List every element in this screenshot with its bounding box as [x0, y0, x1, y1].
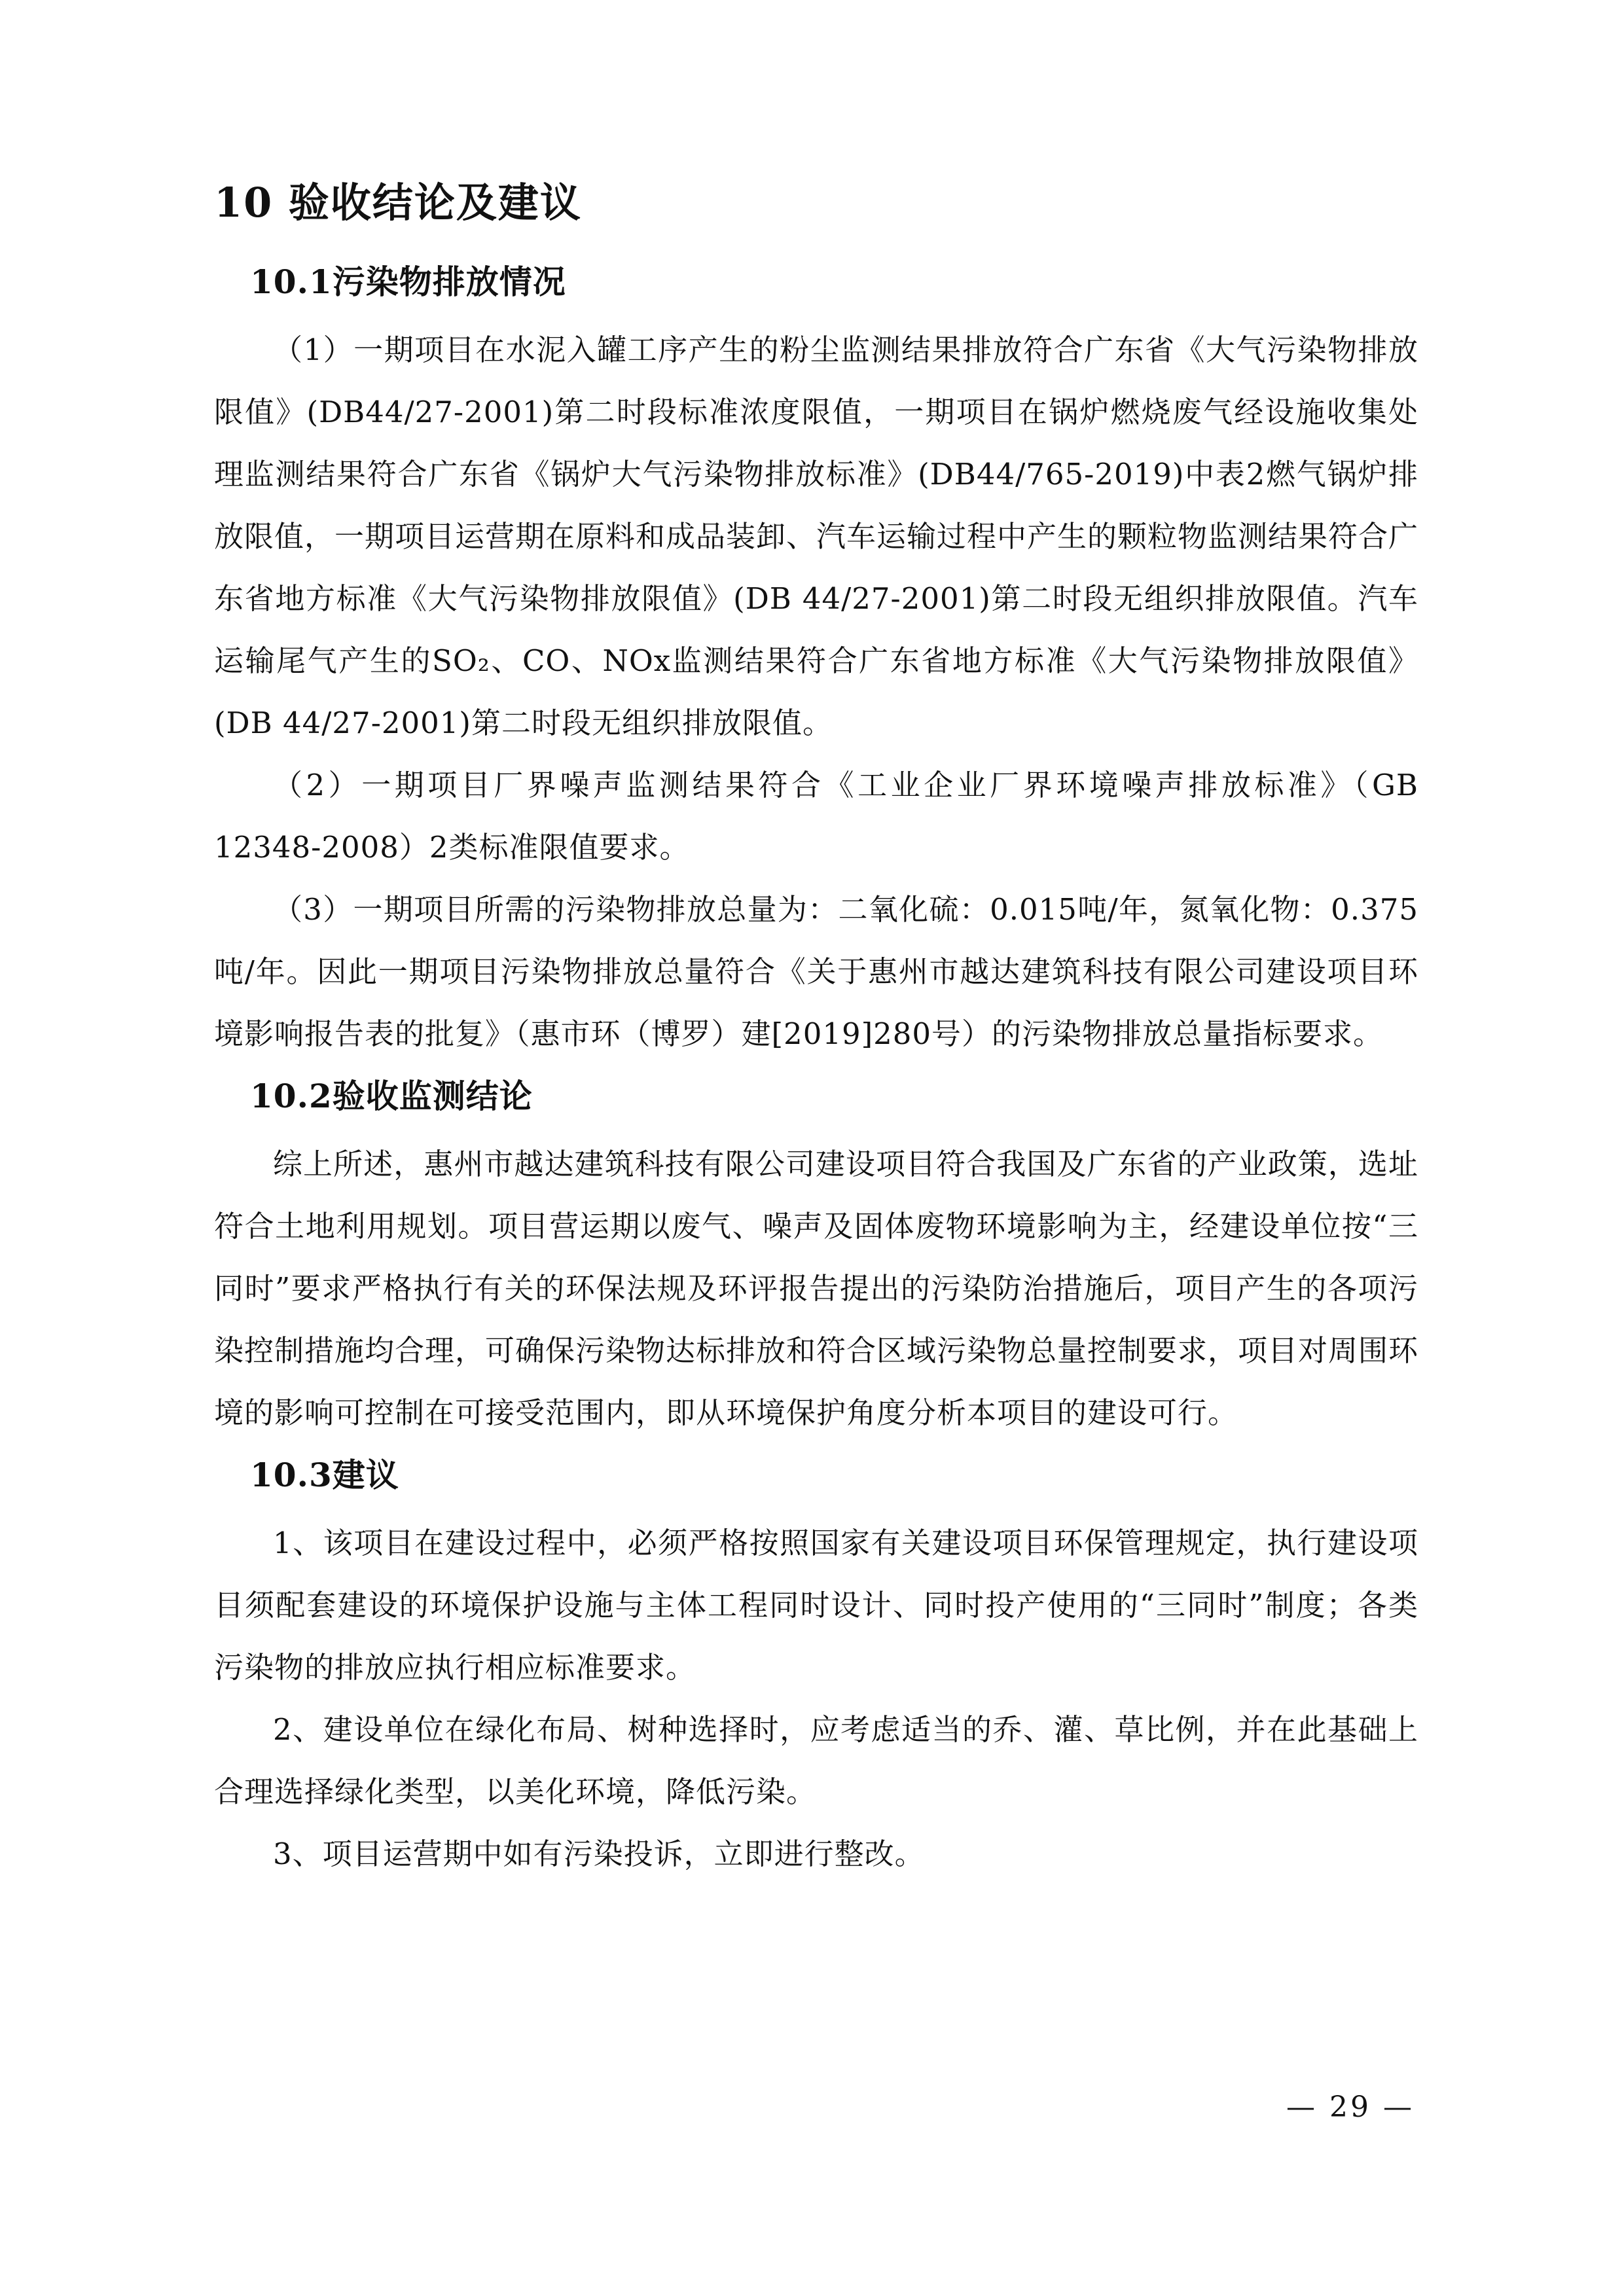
- paragraph: 3、项目运营期中如有污染投诉，立即进行整改。: [273, 1837, 925, 1871]
- section-title: 10.1污染物排放情况: [250, 262, 566, 301]
- page-number: — 29 —: [1286, 2090, 1415, 2124]
- section-acceptance-conclusion: [214, 1065, 1418, 1444]
- paragraph: 综上所述，惠州市越达建筑科技有限公司建设项目符合我国及广东省的产业政策，选址符合土地利用规划。项目营运期以废气、噪声及固体废物环境影响为主，经建设单位按“三同时”要求严格执行有关的环保法规及环评报告提出的污染防治措施后，项目产生的各项污染控制措施均合理，可确保污染物达标排放和符合区域污染物总量控制要求，项目对周围环境的影响可控制在可接受范围内，即从环境保护角度分析本项目的建设可行。: [214, 1147, 1419, 1430]
- paragraph: 1、该项目在建设过程中，必须严格按照国家有关建设项目环保管理规定，执行建设项目须配套建设的环境保护设施与主体工程同时设计、同时投产使用的“三同时”制度；各类污染物的排放应执行相应标准要求。: [214, 1526, 1418, 1685]
- paragraph: （3）一期项目所需的污染物排放总量为：二氧化硫：0.015吨/年，氮氧化物：0.375吨/年。因此一期项目污染物排放总量符合《关于惠州市越达建筑科技有限公司建设项目环境影响报告表的批复》（惠市环（博罗）建[2019]280号）的污染物排放总量指标要求。: [214, 892, 1418, 1051]
- paragraph: （2）一期项目厂界噪声监测结果符合《工业企业厂界环境噪声排放标准》（GB 12348-2008）2类标准限值要求。: [214, 768, 1418, 865]
- paragraph: （1）一期项目在水泥入罐工序产生的粉尘监测结果排放符合广东省《大气污染物排放限值》(DB44/27-2001)第二时段标准浓度限值，一期项目在锅炉燃烧废气经设施收集处理监测结果符合广东省《锅炉大气污染物排放标准》(DB44/765-2019)中表2燃气锅炉排放限值，一期项目运营期在原料和成品装卸、汽车运输过程中产生的颗粒物监测结果符合广东省地方标准《大气污染物排放限值》(DB 44/27-2001)第二时段无组织排放限值。汽车运输尾气产生的SO₂、CO、NOx监测结果符合广东省地方标准《大气污染物排放限值》(DB 44/27-2001)第二时段无组织排放限值。: [214, 332, 1419, 740]
- chapter-title: 10 验收结论及建议: [214, 179, 582, 226]
- paragraph: 2、建设单位在绿化布局、树种选择时，应考虑适当的乔、灌、草比例，并在此基础上合理选择绿化类型，以美化环境，降低污染。: [214, 1712, 1418, 1809]
- section-title: 10.2验收监测结论: [250, 1077, 533, 1115]
- section-title: 10.3建议: [250, 1456, 399, 1494]
- section-suggestions: [214, 1444, 1418, 1885]
- page-content: [214, 167, 1418, 1885]
- section-pollutant-emission: [214, 251, 1418, 1065]
